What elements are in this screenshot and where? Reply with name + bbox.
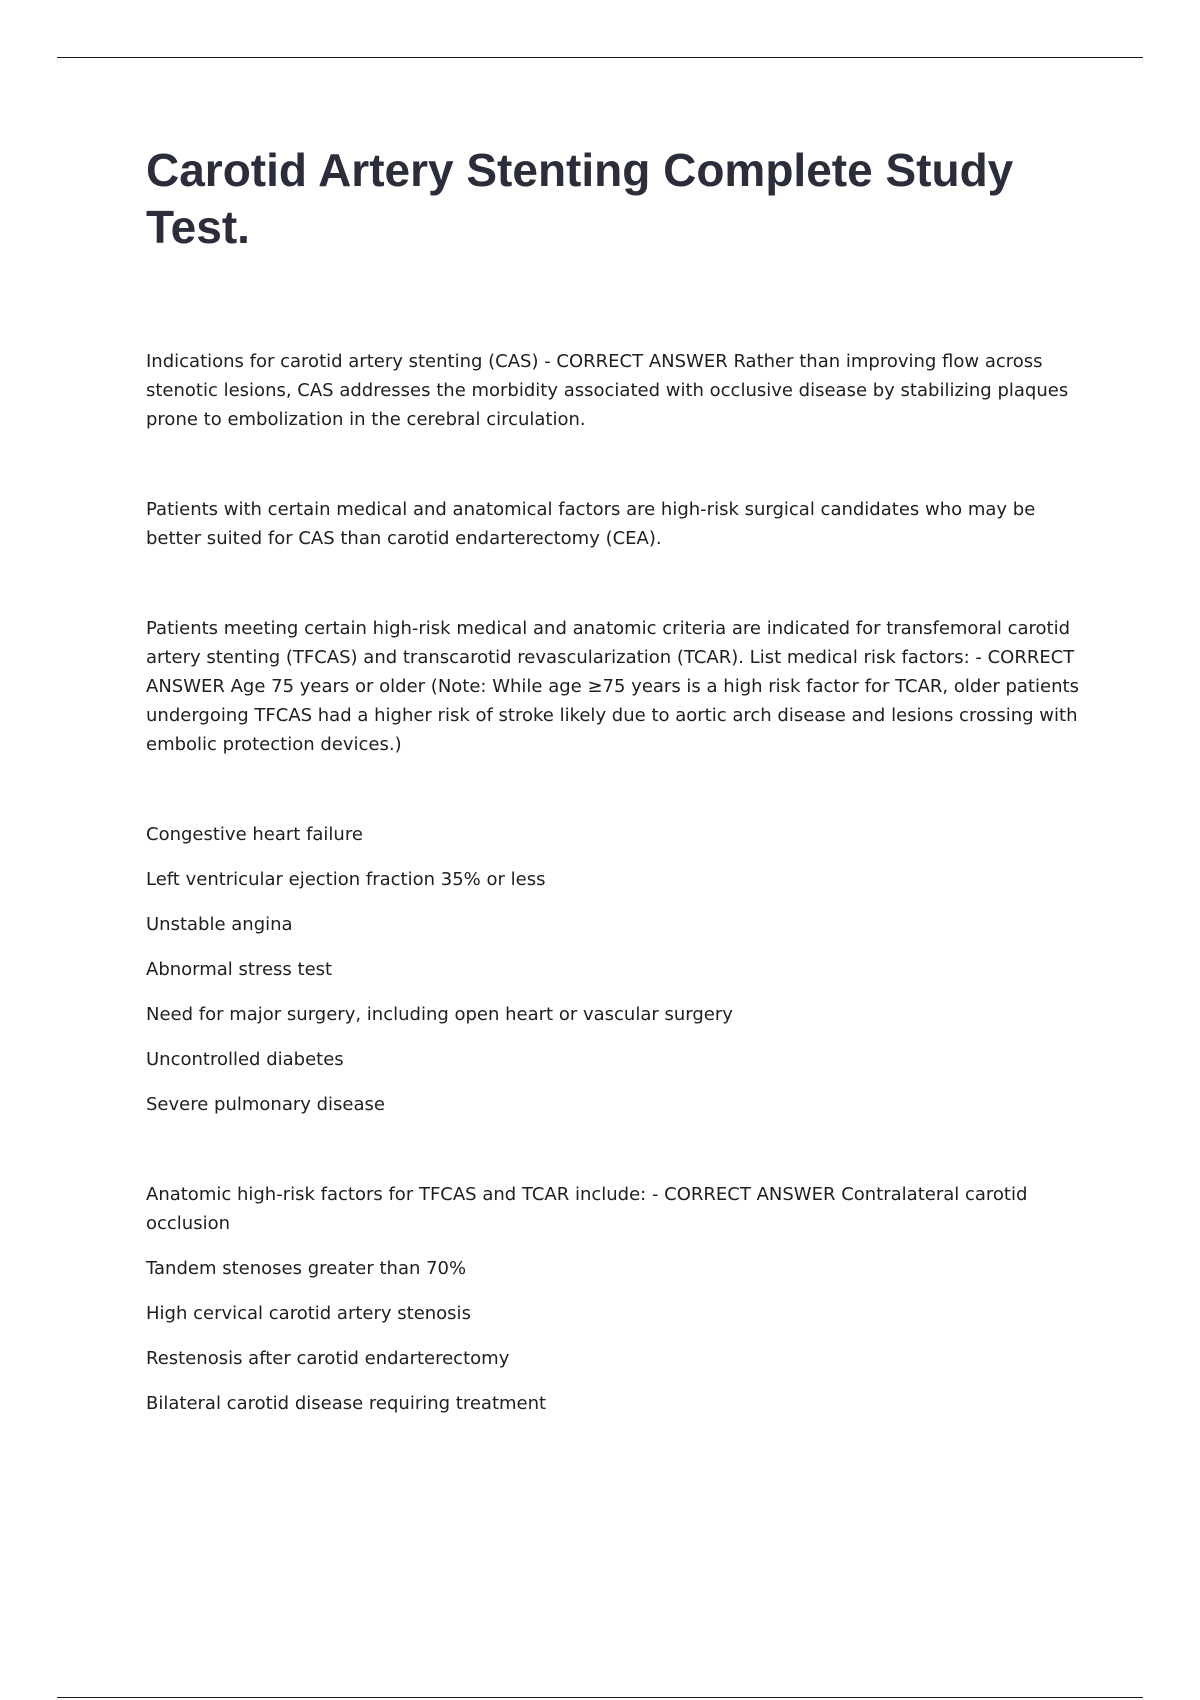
list-item: Need for major surgery, including open heart or vascular surgery — [146, 1004, 733, 1025]
paragraph-high-risk-candidates: Patients with certain medical and anatomical factors are high-risk surgical candidates who may be better suited for CAS than carotid endarterectomy (CEA). — [146, 499, 1036, 549]
paragraph-anatomic-criteria: Anatomic high-risk factors for TFCAS and TCAR include: - CORRECT ANSWER Contralateral carotid occlusion — [146, 1184, 1028, 1234]
document-body — [146, 347, 1096, 1418]
anatomic-risk-list — [146, 1180, 1096, 1418]
list-item: Left ventricular ejection fraction 35% or less — [146, 869, 546, 890]
bottom-rule — [57, 1697, 1143, 1698]
list-item: Bilateral carotid disease requiring treatment — [146, 1393, 547, 1414]
paragraph-medical-criteria: Patients meeting certain high-risk medical and anatomic criteria are indicated for transfemoral carotid artery stenting (TFCAS) and transcarotid revascularization (TCAR). List medical risk factors: - CORRECT ANSWER Age 75 years or older (Note: While age ≥75 years is a high risk factor for TCAR, older patients undergoing TFCAS had a higher risk of stroke likely due to aortic arch disease and lesions crossing with embolic protection devices.) — [146, 618, 1079, 755]
list-item: Congestive heart failure — [146, 824, 363, 845]
list-item: High cervical carotid artery stenosis — [146, 1303, 471, 1324]
list-item: Severe pulmonary disease — [146, 1094, 385, 1115]
list-item: Uncontrolled diabetes — [146, 1049, 344, 1070]
list-item: Restenosis after carotid endarterectomy — [146, 1348, 510, 1369]
top-rule — [57, 57, 1143, 58]
list-item: Abnormal stress test — [146, 959, 333, 980]
list-item: Tandem stenoses greater than 70% — [146, 1258, 467, 1279]
list-item: Unstable angina — [146, 914, 293, 935]
medical-risk-list — [146, 820, 1096, 1119]
document-title: Carotid Artery Stenting Complete Study Test. — [146, 144, 1014, 253]
paragraph-indications: Indications for carotid artery stenting (CAS) - CORRECT ANSWER Rather than improving flow across stenotic lesions, CAS addresses the morbidity associated with occlusive disease by stabilizing plaques prone to embolization in the cerebral circulation. — [146, 351, 1069, 430]
